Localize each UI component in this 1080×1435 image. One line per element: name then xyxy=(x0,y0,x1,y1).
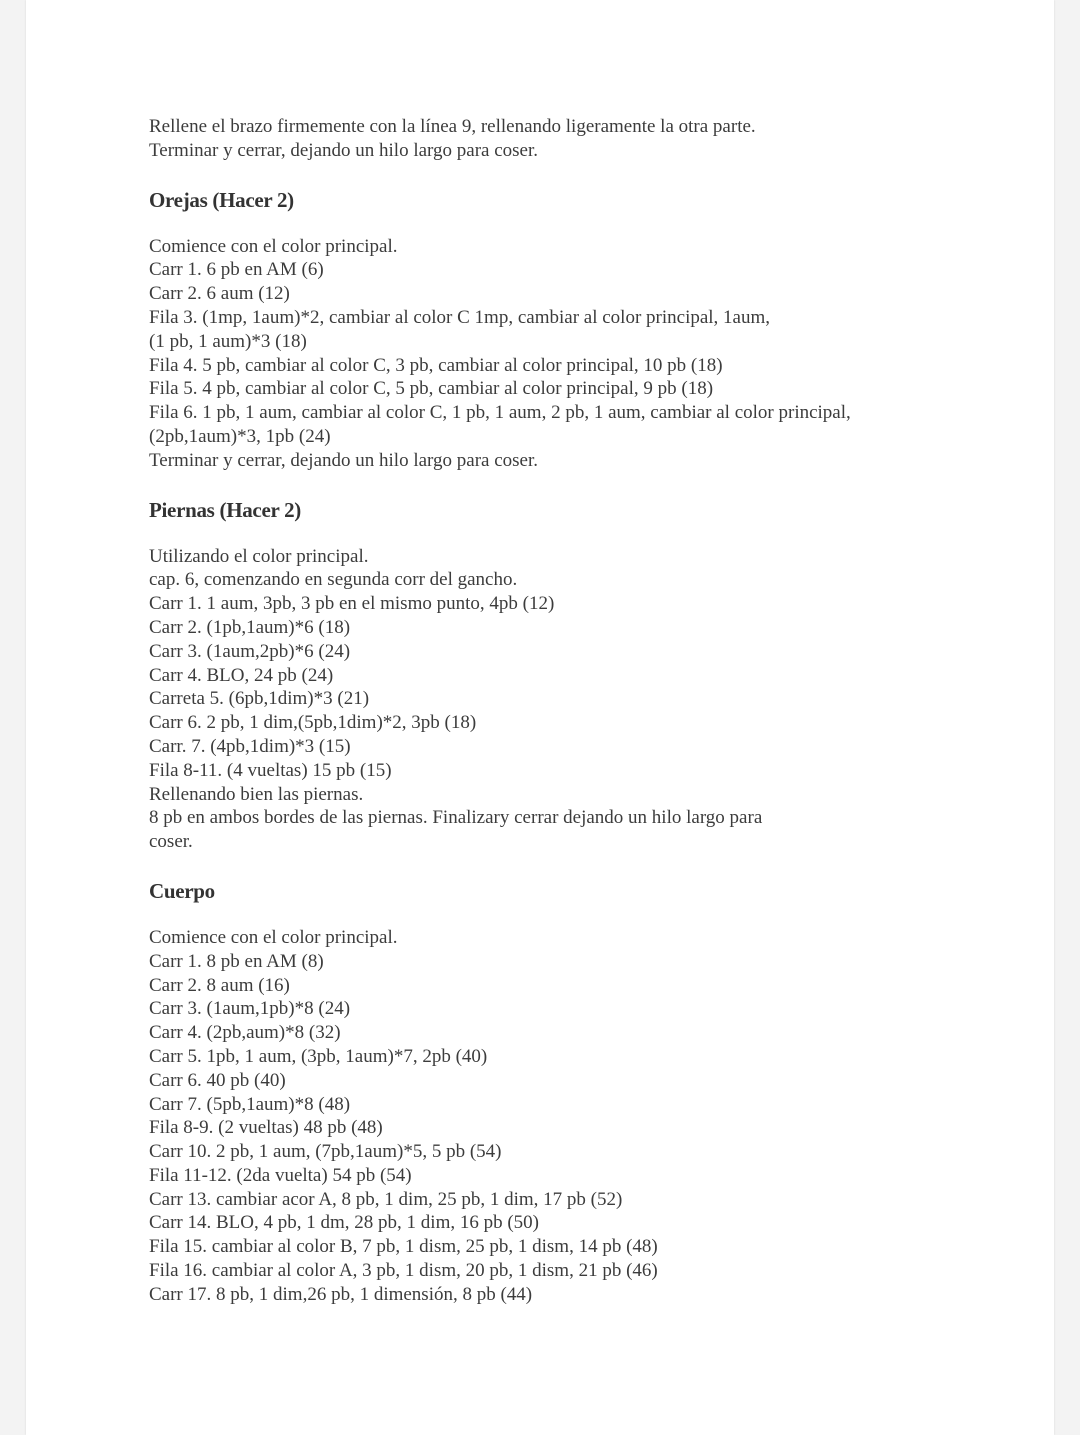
instruction-line: Carr 4. BLO, 24 pb (24) xyxy=(149,664,334,686)
instruction-line: Carr 14. BLO, 4 pb, 1 dm, 28 pb, 1 dim, 16 pb (50) xyxy=(149,1212,540,1234)
instruction-line: Fila 6. 1 pb, 1 aum, cambiar al color C, 1 pb, 1 aum, 2 pb, 1 aum, cambiar al color principal, xyxy=(149,402,851,424)
instruction-line: Carr 17. 8 pb, 1 dim,26 pb, 1 dimensión, 8 pb (44) xyxy=(149,1283,533,1305)
instruction-line: Fila 8-11. (4 vueltas) 15 pb (15) xyxy=(149,759,392,781)
instruction-line: cap. 6, comenzando en segunda corr del gancho. xyxy=(149,569,518,591)
instruction-line: Carr 6. 2 pb, 1 dim,(5pb,1dim)*2, 3pb (18) xyxy=(149,712,477,734)
section-heading-cuerpo: Cuerpo xyxy=(149,878,215,903)
instruction-line: 8 pb en ambos bordes de las piernas. Finalizary cerrar dejando un hilo largo para xyxy=(149,807,763,829)
instruction-line: Carr 2. (1pb,1aum)*6 (18) xyxy=(149,616,351,638)
instruction-line: Carr 7. (5pb,1aum)*8 (48) xyxy=(149,1093,351,1115)
instruction-line: Fila 3. (1mp, 1aum)*2, cambiar al color C 1mp, cambiar al color principal, 1aum, xyxy=(149,306,771,328)
instruction-line: Fila 4. 5 pb, cambiar al color C, 3 pb, cambiar al color principal, 10 pb (18) xyxy=(149,354,723,376)
instruction-line: Carr 6. 40 pb (40) xyxy=(149,1069,286,1091)
intro-line: Terminar y cerrar, dejando un hilo largo para coser. xyxy=(149,139,539,161)
instruction-line: Carr 3. (1aum,1pb)*8 (24) xyxy=(149,998,351,1020)
instruction-line: Fila 5. 4 pb, cambiar al color C, 5 pb, cambiar al color principal, 9 pb (18) xyxy=(149,378,714,400)
instruction-line: Carr 3. (1aum,2pb)*6 (24) xyxy=(149,640,351,662)
document-page xyxy=(26,0,1054,1435)
instruction-line: (2pb,1aum)*3, 1pb (24) xyxy=(149,425,331,447)
instruction-line: Utilizando el color principal. xyxy=(149,545,369,567)
instruction-line: Carr 2. 6 aum (12) xyxy=(149,283,290,305)
instruction-line: Carr 10. 2 pb, 1 aum, (7pb,1aum)*5, 5 pb (54) xyxy=(149,1141,502,1163)
instruction-line: Carr 13. cambiar acor A, 8 pb, 1 dim, 25 pb, 1 dim, 17 pb (52) xyxy=(149,1188,623,1210)
instruction-line: (1 pb, 1 aum)*3 (18) xyxy=(149,330,307,352)
instruction-line: Fila 8-9. (2 vueltas) 48 pb (48) xyxy=(149,1117,383,1139)
instruction-line: coser. xyxy=(149,831,193,853)
instruction-line: Carr 1. 8 pb en AM (8) xyxy=(149,950,324,972)
instruction-line: Carr. 7. (4pb,1dim)*3 (15) xyxy=(149,735,351,757)
instruction-line: Carr 1. 1 aum, 3pb, 3 pb en el mismo punto, 4pb (12) xyxy=(149,593,555,615)
intro-line: Rellene el brazo firmemente con la línea 9, rellenando ligeramente la otra parte. xyxy=(149,116,756,137)
instruction-line: Fila 15. cambiar al color B, 7 pb, 1 dism, 25 pb, 1 dism, 14 pb (48) xyxy=(149,1236,658,1258)
page-content xyxy=(149,115,949,1307)
instruction-line: Carr 5. 1pb, 1 aum, (3pb, 1aum)*7, 2pb (40) xyxy=(149,1045,488,1067)
instruction-line: Carreta 5. (6pb,1dim)*3 (21) xyxy=(149,688,370,710)
instruction-line: Rellenando bien las piernas. xyxy=(149,783,364,805)
instruction-line: Carr 2. 8 aum (16) xyxy=(149,974,290,996)
instruction-line: Comience con el color principal. xyxy=(149,926,398,948)
instruction-line: Comience con el color principal. xyxy=(149,235,398,257)
instruction-line: Fila 16. cambiar al color A, 3 pb, 1 dism, 20 pb, 1 dism, 21 pb (46) xyxy=(149,1260,658,1282)
instruction-line: Terminar y cerrar, dejando un hilo largo para coser. xyxy=(149,449,539,471)
section-heading-orejas: Orejas (Hacer 2) xyxy=(149,187,294,212)
instruction-line: Carr 1. 6 pb en AM (6) xyxy=(149,259,324,281)
section-heading-piernas: Piernas (Hacer 2) xyxy=(149,497,301,522)
instruction-line: Fila 11-12. (2da vuelta) 54 pb (54) xyxy=(149,1164,412,1186)
instruction-line: Carr 4. (2pb,aum)*8 (32) xyxy=(149,1022,341,1044)
